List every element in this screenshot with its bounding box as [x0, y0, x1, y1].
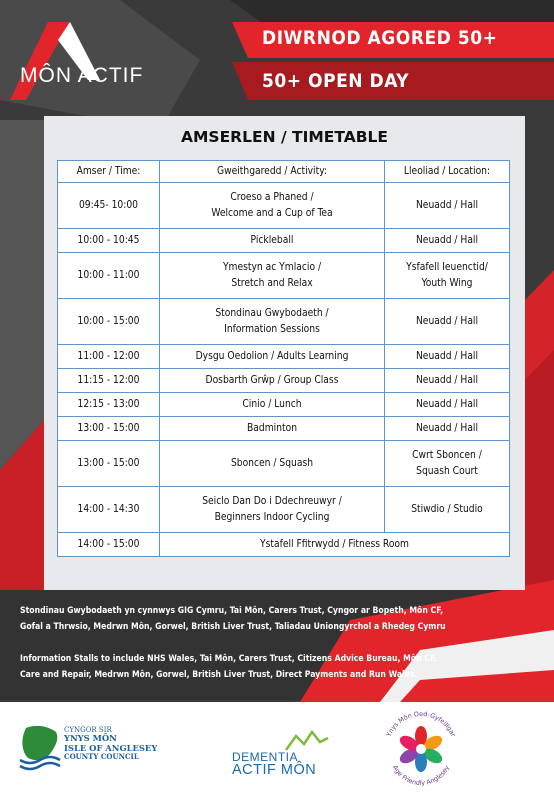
footer-welsh-line: Stondinau Gwybodaeth yn cynnwys GIG Cymru, Tai Môn, Carers Trust, Cyngor ar Bopeth, Môn CF,	[20, 606, 444, 616]
age-friendly-bottom-text: Age Friendly Anglesey	[390, 763, 452, 788]
dementia-logo	[232, 751, 316, 778]
table-row	[58, 183, 510, 229]
brand-logo: MÔN ACTIF	[20, 64, 144, 87]
location-cell	[385, 393, 510, 417]
activity-line: Cinio / Lunch	[242, 398, 302, 410]
location-line: Squash Court	[416, 465, 478, 477]
location-cell	[385, 487, 510, 533]
location-line: Cwrt Sboncen /	[412, 449, 482, 461]
table-row	[58, 229, 510, 253]
time-cell: 13:00 - 15:00	[58, 441, 160, 487]
activity-line: Welcome and a Cup of Tea	[211, 207, 333, 219]
location-cell	[385, 229, 510, 253]
activity-line: Badminton	[246, 422, 298, 434]
activity-line: Dosbarth Grŵp / Group Class	[205, 374, 339, 386]
table-row	[58, 369, 510, 393]
activity-cell	[160, 533, 510, 557]
activity-cell	[160, 441, 385, 487]
location-line: Neuadd / Hall	[415, 422, 479, 434]
council-line: ISLE OF ANGLESEY	[64, 742, 158, 753]
column-header: Lleoliad / Location:	[385, 161, 510, 183]
location-cell	[385, 441, 510, 487]
activity-line: Pickleball	[250, 234, 294, 246]
location-line: Neuadd / Hall	[415, 234, 479, 246]
timetable-heading: AMSERLEN / TIMETABLE	[181, 128, 388, 146]
activity-cell	[160, 299, 385, 345]
activity-line: Ystafell Ffitrwydd / Fitness Room	[260, 538, 409, 550]
table-header-row	[58, 161, 510, 183]
activity-cell	[160, 369, 385, 393]
activity-line: Sboncen / Squash	[230, 457, 314, 469]
location-line: Youth Wing	[421, 277, 473, 289]
location-cell	[385, 417, 510, 441]
council-line: CYNGOR SIR	[64, 726, 112, 734]
council-line: COUNTY COUNCIL	[64, 752, 139, 762]
header-banners	[0, 0, 554, 115]
activity-cell	[160, 253, 385, 299]
council-logo-text	[64, 726, 157, 761]
activity-line: Croeso a Phaned /	[230, 191, 314, 203]
footer-english-line: Care and Repair, Medrwn Môn, Gorwel, British Liver Trust, Direct Payments and Run Wales.	[20, 669, 418, 680]
location-line: Stiwdio / Studio	[411, 503, 483, 515]
title-english: 50+ OPEN DAY	[262, 70, 410, 92]
table-row	[58, 345, 510, 369]
table-row	[58, 393, 510, 417]
location-line: Neuadd / Hall	[415, 374, 479, 386]
activity-line: Ymestyn ac Ymlacio /	[222, 261, 322, 273]
activity-cell	[160, 393, 385, 417]
location-cell	[385, 299, 510, 345]
time-cell: 10:00 - 15:00	[58, 299, 160, 345]
time-cell: 11:15 - 12:00	[58, 369, 160, 393]
activity-line: Stretch and Relax	[231, 277, 313, 289]
location-cell	[385, 345, 510, 369]
location-cell	[385, 369, 510, 393]
time-cell: 12:15 - 13:00	[58, 393, 160, 417]
footer-english-line: Information Stalls to include NHS Wales, Tai Môn, Carers Trust, Citizens Advice Bureau, Môn CF,	[20, 654, 437, 664]
dementia-line: DEMENTIA	[232, 750, 299, 764]
location-line: Neuadd / Hall	[415, 315, 479, 327]
footer-welsh	[20, 604, 545, 636]
table-row	[58, 417, 510, 441]
time-cell: 13:00 - 15:00	[58, 417, 160, 441]
age-friendly-logo-icon	[378, 706, 464, 792]
time-cell: 14:00 - 15:00	[58, 533, 160, 557]
activity-line: Stondinau Gwybodaeth /	[215, 307, 329, 319]
age-friendly-top-text: Ynys Môn Oed-Gyfeillgar	[384, 709, 458, 738]
time-cell: 11:00 - 12:00	[58, 345, 160, 369]
activity-cell	[160, 229, 385, 253]
timetable-table	[57, 160, 510, 557]
location-line: Neuadd / Hall	[415, 199, 479, 211]
location-line: Neuadd / Hall	[415, 350, 479, 362]
location-line: Ysfafell Ieuenctid/	[406, 261, 488, 273]
column-header: Gweithgaredd / Activity:	[160, 161, 385, 183]
table-row	[58, 299, 510, 345]
time-cell: 14:00 - 14:30	[58, 487, 160, 533]
activity-cell	[160, 183, 385, 229]
footer-welsh-line: Gofal a Thrwsio, Medrwn Môn, Gorwel, British Liver Trust, Taliadau Uniongyrchol a Rhedeg Cymru	[20, 621, 446, 632]
activity-cell	[160, 417, 385, 441]
title-welsh: DIWRNOD AGORED 50+	[262, 27, 498, 49]
anglesey-map-icon	[18, 722, 62, 772]
location-line: Neuadd / Hall	[415, 398, 479, 410]
timetable-panel	[44, 116, 525, 590]
activity-line: Beginners Indoor Cycling	[214, 511, 330, 523]
activity-cell	[160, 345, 385, 369]
activity-cell	[160, 487, 385, 533]
table-row	[58, 533, 510, 557]
activity-line: Dysgu Oedolion / Adults Learning	[195, 350, 349, 362]
activity-line: Seiclo Dan Do i Ddechreuwyr /	[202, 495, 342, 507]
location-cell	[385, 183, 510, 229]
table-row	[58, 253, 510, 299]
time-cell: 09:45- 10:00	[58, 183, 160, 229]
column-header: Amser / Time:	[58, 161, 160, 183]
dementia-line: ACTIF MÔN	[232, 762, 317, 778]
footer-english	[20, 652, 545, 684]
table-row	[58, 487, 510, 533]
council-line: YNYS MÔN	[64, 733, 117, 744]
location-cell	[385, 253, 510, 299]
time-cell: 10:00 - 10:45	[58, 229, 160, 253]
time-cell: 10:00 - 11:00	[58, 253, 160, 299]
activity-line: Information Sessions	[224, 323, 320, 335]
table-row	[58, 441, 510, 487]
